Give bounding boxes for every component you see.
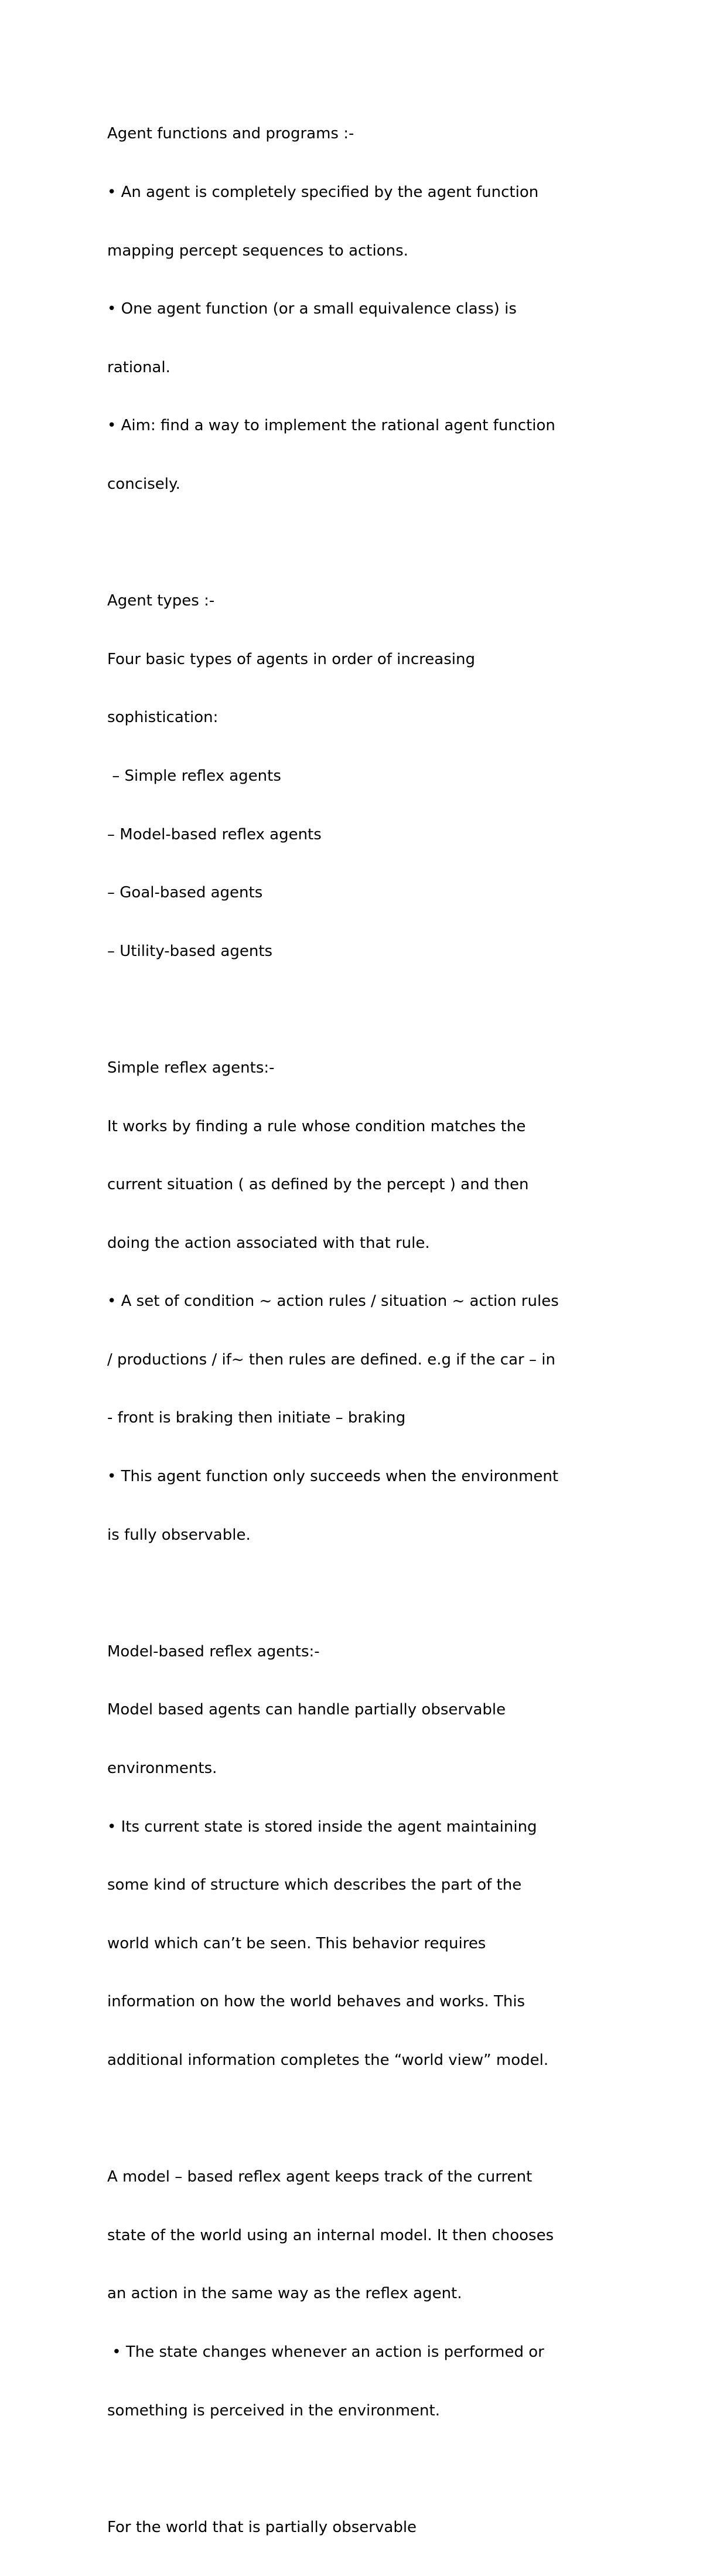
heading-agent-types: Agent types :- [107, 592, 215, 610]
text-line: current situation ( as defined by the percept ) and then [107, 1176, 529, 1194]
text-line: information on how the world behaves and works. This [107, 1993, 525, 2011]
text-line: • The state changes whenever an action is performed or [107, 2343, 544, 2361]
text-line: environments. [107, 1760, 217, 1778]
list-item: – Utility-based agents [107, 942, 273, 960]
text-line: / productions / if~ then rules are defined. e.g if the car – in [107, 1350, 555, 1369]
text-line: additional information completes the “world view” model. [107, 2051, 549, 2069]
text-line: • An agent is completely specified by the agent function [107, 183, 539, 201]
text-line: A model – based reflex agent keeps track of the current [107, 2168, 533, 2186]
text-line: • A set of condition ~ action rules / situation ~ action rules [107, 1292, 559, 1311]
blank-line [107, 533, 634, 553]
heading-simple-reflex-agents: Simple reflex agents:- [107, 1059, 275, 1077]
blank-line [107, 2109, 634, 2129]
list-item: – Model-based reflex agents [107, 825, 322, 843]
text-line: doing the action associated with that rule. [107, 1234, 430, 1252]
text-line: For the world that is partially observable [107, 2518, 417, 2536]
blank-line [107, 2459, 634, 2479]
heading-agent-functions: Agent functions and programs :- [107, 125, 354, 143]
text-line: • Its current state is stored inside the agent maintaining [107, 1818, 537, 1836]
text-line: It works by finding a rule whose condition matches the [107, 1117, 526, 1135]
text-line: sophistication: [107, 709, 219, 727]
text-line: Four basic types of agents in order of increasing [107, 650, 475, 668]
text-line: an action in the same way as the reflex agent. [107, 2285, 462, 2303]
document-body [107, 86, 634, 2576]
text-line: • One agent function (or a small equivalence class) is [107, 300, 517, 318]
text-line: rational. [107, 358, 170, 376]
list-item: – Goal-based agents [107, 884, 263, 902]
text-line: world which can’t be seen. This behavior requires [107, 1934, 486, 1952]
heading-model-based-reflex-agents: Model-based reflex agents:- [107, 1642, 320, 1660]
text-line: Model based agents can handle partially observable [107, 1701, 506, 1719]
text-line: mapping percept sequences to actions. [107, 241, 408, 260]
text-line: state of the world using an internal model. It then chooses [107, 2226, 554, 2244]
text-line: is fully observable. [107, 1526, 251, 1544]
list-item: – Simple reflex agents [107, 767, 281, 785]
text-line: concisely. [107, 475, 180, 493]
text-line: - front is braking then initiate – braking [107, 1409, 406, 1427]
blank-line [107, 1000, 634, 1019]
text-line: something is perceived in the environment. [107, 2401, 440, 2420]
text-line: • This agent function only succeeds when the environment [107, 1468, 559, 1486]
blank-line [107, 1584, 634, 1603]
text-line: • Aim: find a way to implement the rational agent function [107, 417, 555, 435]
text-line: some kind of structure which describes the part of the [107, 1876, 522, 1894]
